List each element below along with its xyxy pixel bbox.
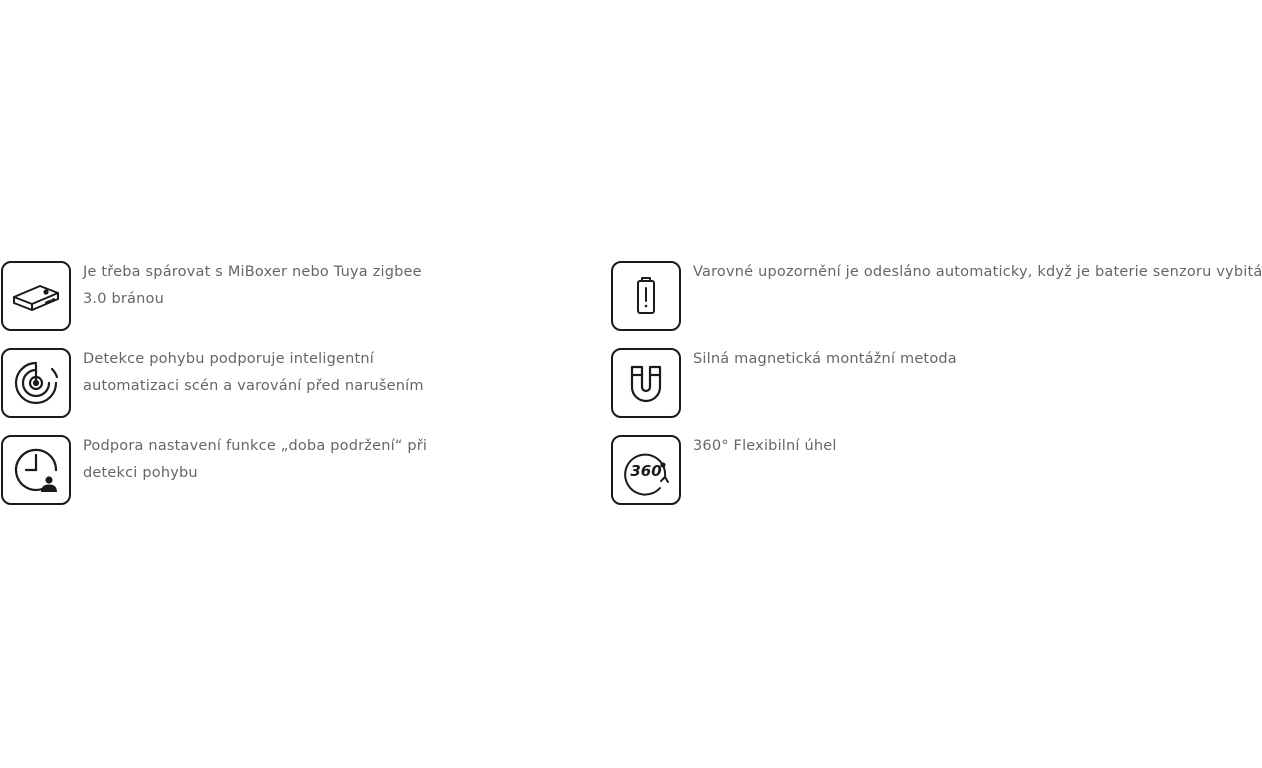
feature-gateway-pairing — [1, 261, 448, 331]
feature-icon-frame — [611, 348, 681, 418]
gateway-icon — [6, 266, 66, 326]
feature-icon-frame — [1, 435, 71, 505]
feature-360-angle — [611, 435, 1013, 505]
feature-icon-frame — [611, 435, 681, 505]
feature-icon-frame — [1, 348, 71, 418]
motion-radar-icon — [6, 353, 66, 413]
low-battery-icon — [616, 266, 676, 326]
feature-magnetic-mount — [611, 348, 1013, 418]
feature-text: 360° Flexibilní úhel — [693, 438, 837, 454]
feature-text: Detekce pohybu podporuje inteligentní automatizaci scén a varování před narušením — [83, 351, 424, 394]
svg-text:360: 360 — [630, 462, 662, 480]
rotation-360-icon — [616, 440, 676, 500]
feature-motion-detection — [1, 348, 448, 418]
feature-icon-frame — [1, 261, 71, 331]
magnet-icon — [616, 353, 676, 413]
feature-icon-frame — [611, 261, 681, 331]
feature-text: Je třeba spárovat s MiBoxer nebo Tuya zigbee 3.0 bránou — [83, 264, 422, 307]
clock-person-icon — [6, 440, 66, 500]
feature-text: Silná magnetická montážní metoda — [693, 351, 957, 367]
feature-hold-time — [1, 435, 448, 505]
feature-low-battery-alert — [611, 261, 1262, 331]
feature-text: Varovné upozornění je odesláno automaticky, když je baterie senzoru vybitá — [693, 264, 1262, 280]
feature-text: Podpora nastavení funkce „doba podržení“ při detekci pohybu — [83, 438, 428, 481]
